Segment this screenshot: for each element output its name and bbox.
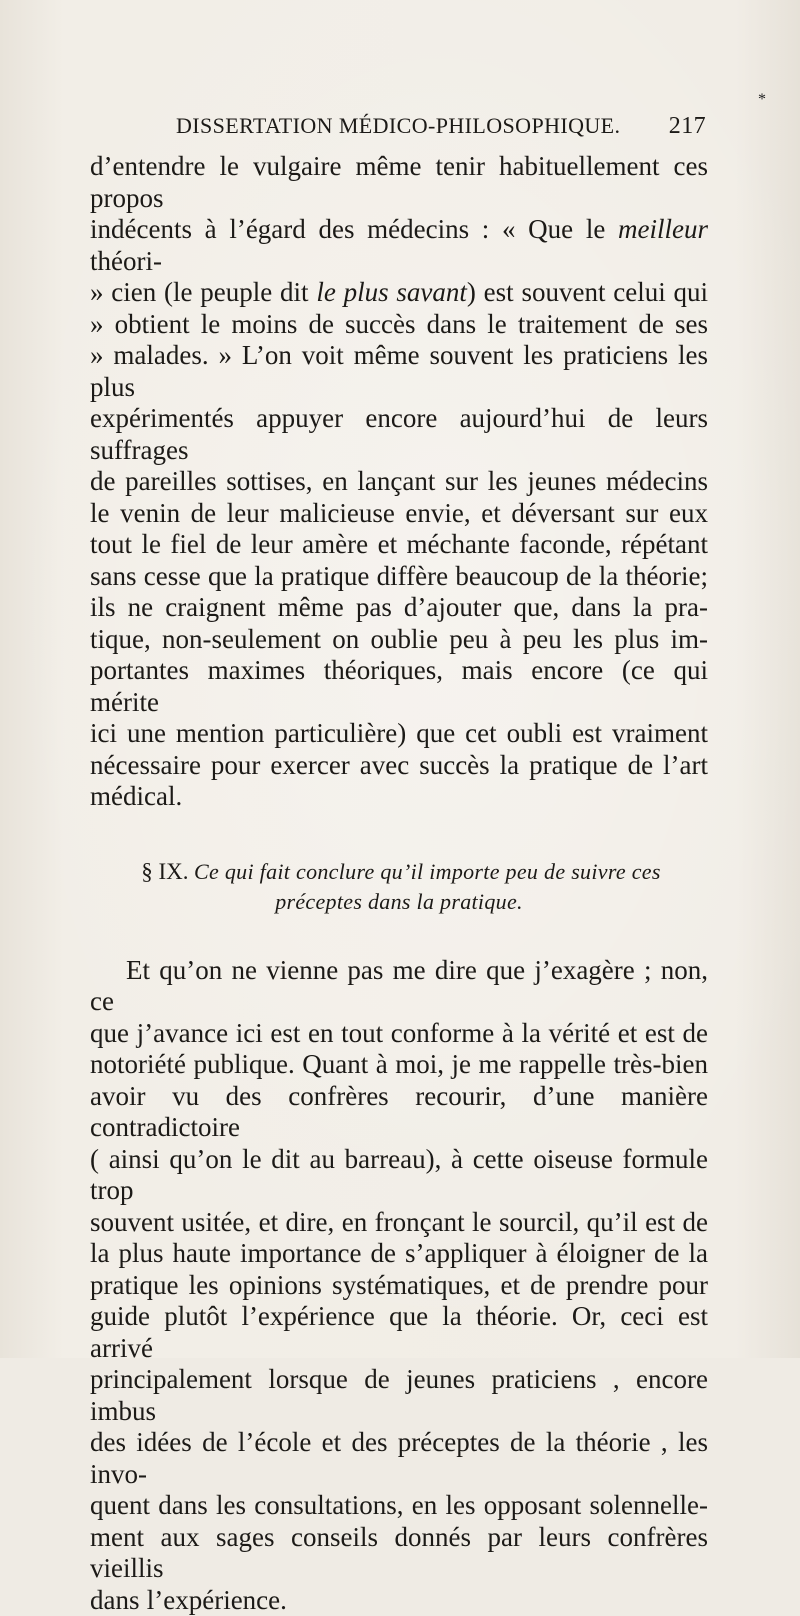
text-line: tout le fiel de leur amère et méchante faconde, répétant	[90, 529, 708, 561]
text-line: ils ne craignent même pas d’ajouter que, dans la pra-	[90, 592, 708, 624]
text-line: la plus haute importance de s’appliquer à éloigner de la	[90, 1238, 708, 1270]
text-line: expérimentés appuyer encore aujourd’hui de leurs suffrages	[90, 403, 708, 466]
corner-mark: *	[758, 92, 766, 108]
text-line: » obtient le moins de succès dans le traitement de ses	[90, 309, 708, 341]
text-line: ment aux sages conseils donnés par leurs confrères vieillis	[90, 1522, 708, 1585]
text-line: médical.	[90, 781, 708, 813]
text-line: » malades. » L’on voit même souvent les praticiens les plus	[90, 340, 708, 403]
text-line: d’entendre le vulgaire même tenir habituellement ces propos	[90, 151, 708, 214]
section-number: § IX.	[141, 859, 188, 884]
section-heading-line-2	[90, 887, 708, 917]
text-line: guide plutôt l’expérience que la théorie. Or, ceci est arrivé	[90, 1301, 708, 1364]
text-line	[90, 214, 708, 277]
text-line: pratique les opinions systématiques, et de prendre pour	[90, 1270, 708, 1302]
text-line: que j’avance ici est en tout conforme à la vérité et est de	[90, 1018, 708, 1050]
text-line: Et qu’on ne vienne pas me dire que j’exagère ; non, ce	[90, 955, 708, 1018]
text-line: souvent usitée, et dire, en fronçant le sourcil, qu’il est de	[90, 1207, 708, 1239]
text-line	[90, 277, 708, 309]
text-segment: » cien (le peuple dit	[90, 277, 316, 307]
running-head	[176, 113, 706, 140]
section-title-line-2: préceptes dans la pratique.	[275, 889, 523, 914]
text-line: ici une mention particulière) que cet oubli est vraiment	[90, 718, 708, 750]
text-line: avoir vu des confrères recourir, d’une manière contradictoire	[90, 1081, 708, 1144]
section-heading-line-1	[90, 857, 708, 887]
text-segment: indécents à l’égard des médecins : « Que le	[90, 214, 618, 244]
paragraph-2	[90, 955, 708, 1616]
text-segment: ) est souvent celui qui	[467, 277, 708, 307]
text-line: portantes maximes théoriques, mais encore (ce qui mérite	[90, 655, 708, 718]
text-line: le venin de leur malicieuse envie, et déversant sur eux	[90, 498, 708, 530]
page-number: 217	[669, 113, 706, 140]
section-title-line-1: Ce qui fait conclure qu’il importe peu de suivre ces	[194, 859, 661, 884]
text-line: tique, non-seulement on oublie peu à peu les plus im-	[90, 624, 708, 656]
text-line: dans l’expérience.	[90, 1585, 708, 1616]
text-line: sans cesse que la pratique diffère beaucoup de la théorie;	[90, 561, 708, 593]
text-line: notoriété publique. Quant à moi, je me rappelle très-bien	[90, 1049, 708, 1081]
section-heading	[90, 857, 708, 917]
italic-phrase: le plus savant	[316, 277, 467, 307]
text-line: ( ainsi qu’on le dit au barreau), à cette oiseuse formule trop	[90, 1144, 708, 1207]
text-line: quent dans les consultations, en les opposant solennelle-	[90, 1490, 708, 1522]
text-block	[90, 151, 708, 1616]
text-segment: théori-	[90, 246, 162, 276]
text-line: de pareilles sottises, en lançant sur les jeunes médecins	[90, 466, 708, 498]
text-line: principalement lorsque de jeunes praticiens , encore imbus	[90, 1364, 708, 1427]
text-line: nécessaire pour exercer avec succès la pratique de l’art	[90, 750, 708, 782]
italic-phrase: meilleur	[618, 214, 708, 244]
running-title: DISSERTATION MÉDICO-PHILOSOPHIQUE.	[176, 113, 620, 139]
paragraph-1	[90, 151, 708, 813]
text-line: des idées de l’école et des préceptes de la théorie , les invo-	[90, 1427, 708, 1490]
